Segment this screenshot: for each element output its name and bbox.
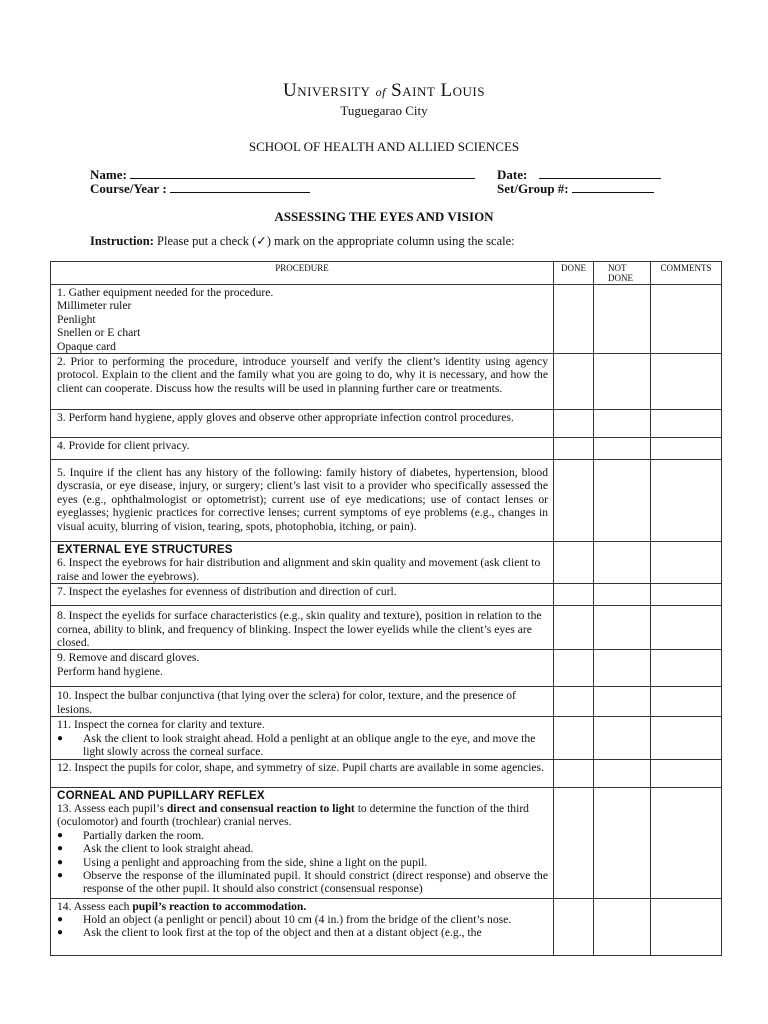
header-procedure: PROCEDURE <box>51 262 554 285</box>
procedure-step-12: 12. Inspect the pupils for color, shape, and symmetry of size. Pupil charts are available in some agencies. <box>51 759 554 787</box>
procedure-step-14: 14. Assess each pupil’s reaction to accommodation. ● Hold an object (a penlight or pencil) about 10 cm (4 in.) from the bridge of the client’s nose. ● Ask the client to look first at the top of the object and then at a distant object (e.g., the <box>51 898 554 955</box>
bullet-item: ● Using a penlight and approaching from the side, shine a light on the pupil. <box>57 856 548 869</box>
not-done-cell[interactable] <box>594 759 651 787</box>
university-name-of: of <box>375 85 386 99</box>
not-done-cell[interactable] <box>594 787 651 898</box>
comments-cell[interactable] <box>651 650 722 687</box>
procedure-step-1: 1. Gather equipment needed for the procedure. Millimeter ruler Penlight Snellen or E chart Opaque card <box>51 285 554 354</box>
not-done-cell[interactable] <box>594 438 651 460</box>
name-label: Name: <box>90 167 127 182</box>
procedure-step-4: 4. Provide for client privacy. <box>51 438 554 460</box>
table-row <box>51 285 722 354</box>
table-row <box>51 898 722 955</box>
comments-cell[interactable] <box>651 584 722 606</box>
checkmark-icon: ✓ <box>256 234 267 248</box>
city-name: Tuguegarao City <box>340 103 428 118</box>
not-done-cell[interactable] <box>594 460 651 542</box>
header-not-done: NOT DONE <box>594 262 651 285</box>
not-done-cell[interactable] <box>594 717 651 759</box>
comments-cell[interactable] <box>651 898 722 955</box>
section-heading-external: EXTERNAL EYE STRUCTURES <box>57 543 233 557</box>
header-comments: COMMENTS <box>651 262 722 285</box>
procedure-step-3: 3. Perform hand hygiene, apply gloves and observe other appropriate infection control procedures. <box>51 410 554 438</box>
section-heading-corneal: CORNEAL AND PUPILLARY REFLEX <box>57 788 265 802</box>
done-cell[interactable] <box>554 584 594 606</box>
not-done-cell[interactable] <box>594 584 651 606</box>
table-row <box>51 354 722 410</box>
course-year-blank[interactable] <box>170 181 310 193</box>
comments-cell[interactable] <box>651 787 722 898</box>
not-done-cell[interactable] <box>594 606 651 650</box>
done-cell[interactable] <box>554 460 594 542</box>
bullet-item: ● Hold an object (a penlight or pencil) about 10 cm (4 in.) from the bridge of the client’s nose. <box>57 913 548 926</box>
table-row <box>51 438 722 460</box>
done-cell[interactable] <box>554 687 594 717</box>
bullet-item: ● Observe the response of the illuminated pupil. It should constrict (direct response) and observe the response of the other pupil. It should also constrict (consensual response) <box>57 869 548 896</box>
not-done-cell[interactable] <box>594 285 651 354</box>
comments-cell[interactable] <box>651 354 722 410</box>
not-done-cell[interactable] <box>594 410 651 438</box>
procedure-step-7: 7. Inspect the eyelashes for evenness of distribution and direction of curl. <box>51 584 554 606</box>
procedure-step-9: 9. Remove and discard gloves. Perform hand hygiene. <box>51 650 554 687</box>
table-row <box>51 542 722 584</box>
not-done-cell[interactable] <box>594 542 651 584</box>
university-name <box>0 80 768 102</box>
table-row <box>51 687 722 717</box>
name-blank[interactable] <box>130 167 475 179</box>
not-done-cell[interactable] <box>594 898 651 955</box>
done-cell[interactable] <box>554 438 594 460</box>
table-row <box>51 650 722 687</box>
comments-cell[interactable] <box>651 438 722 460</box>
procedure-step-6: EXTERNAL EYE STRUCTURES 6. Inspect the eyebrows for hair distribution and alignment and skin quality and movement (ask client to raise and lower the eyebrows). <box>51 542 554 584</box>
done-cell[interactable] <box>554 410 594 438</box>
comments-cell[interactable] <box>651 717 722 759</box>
date-blank[interactable] <box>539 167 661 179</box>
table-header-row <box>51 262 722 285</box>
school-name: SCHOOL OF HEALTH AND ALLIED SCIENCES <box>248 139 520 154</box>
comments-cell[interactable] <box>651 285 722 354</box>
table-row <box>51 717 722 759</box>
table-row <box>51 584 722 606</box>
comments-cell[interactable] <box>651 606 722 650</box>
comments-cell[interactable] <box>651 542 722 584</box>
header-done: DONE <box>554 262 594 285</box>
not-done-cell[interactable] <box>594 650 651 687</box>
instruction-text: Instruction: Please put a check (✓) mark on the appropriate column using the scale: <box>90 234 515 248</box>
set-group-blank[interactable] <box>572 181 654 193</box>
table-row <box>51 410 722 438</box>
course-year-label: Course/Year : <box>90 181 167 196</box>
date-label: Date: <box>497 167 528 182</box>
table-row <box>51 460 722 542</box>
bullet-item: ● Ask the client to look straight ahead. Hold a penlight at an oblique angle to the eye, and move the light slowly across the corneal surface. <box>57 732 548 759</box>
table-row <box>51 759 722 787</box>
document-title: ASSESSING THE EYES AND VISION <box>274 209 494 224</box>
table-row <box>51 606 722 650</box>
procedure-step-2: 2. Prior to performing the procedure, introduce yourself and verify the client’s identity using agency protocol. Explain to the client and the family what you are going to do, why it is necessary, and how the client can cooperate. Discuss how the results will be used in planning further care or treatments. <box>51 354 554 410</box>
university-name-pre: University <box>283 80 371 101</box>
done-cell[interactable] <box>554 354 594 410</box>
comments-cell[interactable] <box>651 410 722 438</box>
done-cell[interactable] <box>554 650 594 687</box>
done-cell[interactable] <box>554 542 594 584</box>
set-group-label: Set/Group #: <box>497 181 569 196</box>
bullet-item: ● Ask the client to look first at the top of the object and then at a distant object (e.g., the <box>57 926 548 939</box>
bullet-item: ● Ask the client to look straight ahead. <box>57 842 548 855</box>
table-row <box>51 787 722 898</box>
document-header <box>0 80 768 119</box>
not-done-cell[interactable] <box>594 687 651 717</box>
procedure-step-10: 10. Inspect the bulbar conjunctiva (that lying over the sclera) for color, texture, and the presence of lesions. <box>51 687 554 717</box>
comments-cell[interactable] <box>651 759 722 787</box>
instruction-label: Instruction: <box>90 234 154 248</box>
comments-cell[interactable] <box>651 460 722 542</box>
bullet-item: ● Partially darken the room. <box>57 829 548 842</box>
procedure-step-8: 8. Inspect the eyelids for surface characteristics (e.g., skin quality and texture), position in relation to the cornea, ability to blink, and frequency of blinking. Inspect the lower eyelids while the client’s eyes are closed. <box>51 606 554 650</box>
done-cell[interactable] <box>554 759 594 787</box>
done-cell[interactable] <box>554 285 594 354</box>
university-name-post: Saint Louis <box>391 80 485 101</box>
procedure-step-11: 11. Inspect the cornea for clarity and texture. ● Ask the client to look straight ahead. Hold a penlight at an oblique angle to the eye, and move the light slowly across the corneal surface. <box>51 717 554 759</box>
not-done-cell[interactable] <box>594 354 651 410</box>
comments-cell[interactable] <box>651 687 722 717</box>
done-cell[interactable] <box>554 606 594 650</box>
procedure-step-13: CORNEAL AND PUPILLARY REFLEX 13. Assess each pupil’s direct and consensual reaction to light to determine the function of the third (oculomotor) and fourth (trochlear) cranial nerves. ● Partially darken the room. ● Ask the client to look straight ahead. ● Using a penlight and approaching from the side, shine a light on the pupil. ● Observe the response of the illuminated pupil. It should constrict (direct response) and observe the response of the other pupil. It should also constrict (consensual response) <box>51 787 554 898</box>
course-year-field[interactable] <box>90 181 310 197</box>
procedure-checklist-table <box>50 261 722 956</box>
done-cell[interactable] <box>554 787 594 898</box>
procedure-step-5: 5. Inquire if the client has any history of the following: family history of diabetes, hypertension, blood dyscrasia, or eye disease, injury, or surgery; client’s last visit to a provider who specifically assessed the eyes (e.g., ophthalmologist or optometrist); current use of eye medications; use of contact lenses or eyeglasses; hygienic practices for corrective lenses; current symptoms of eye problems (e.g., changes in visual acuity, blurring of vision, tearing, spots, photophobia, itching, or pain). <box>51 460 554 542</box>
set-group-field[interactable] <box>497 181 654 197</box>
done-cell[interactable] <box>554 717 594 759</box>
done-cell[interactable] <box>554 898 594 955</box>
